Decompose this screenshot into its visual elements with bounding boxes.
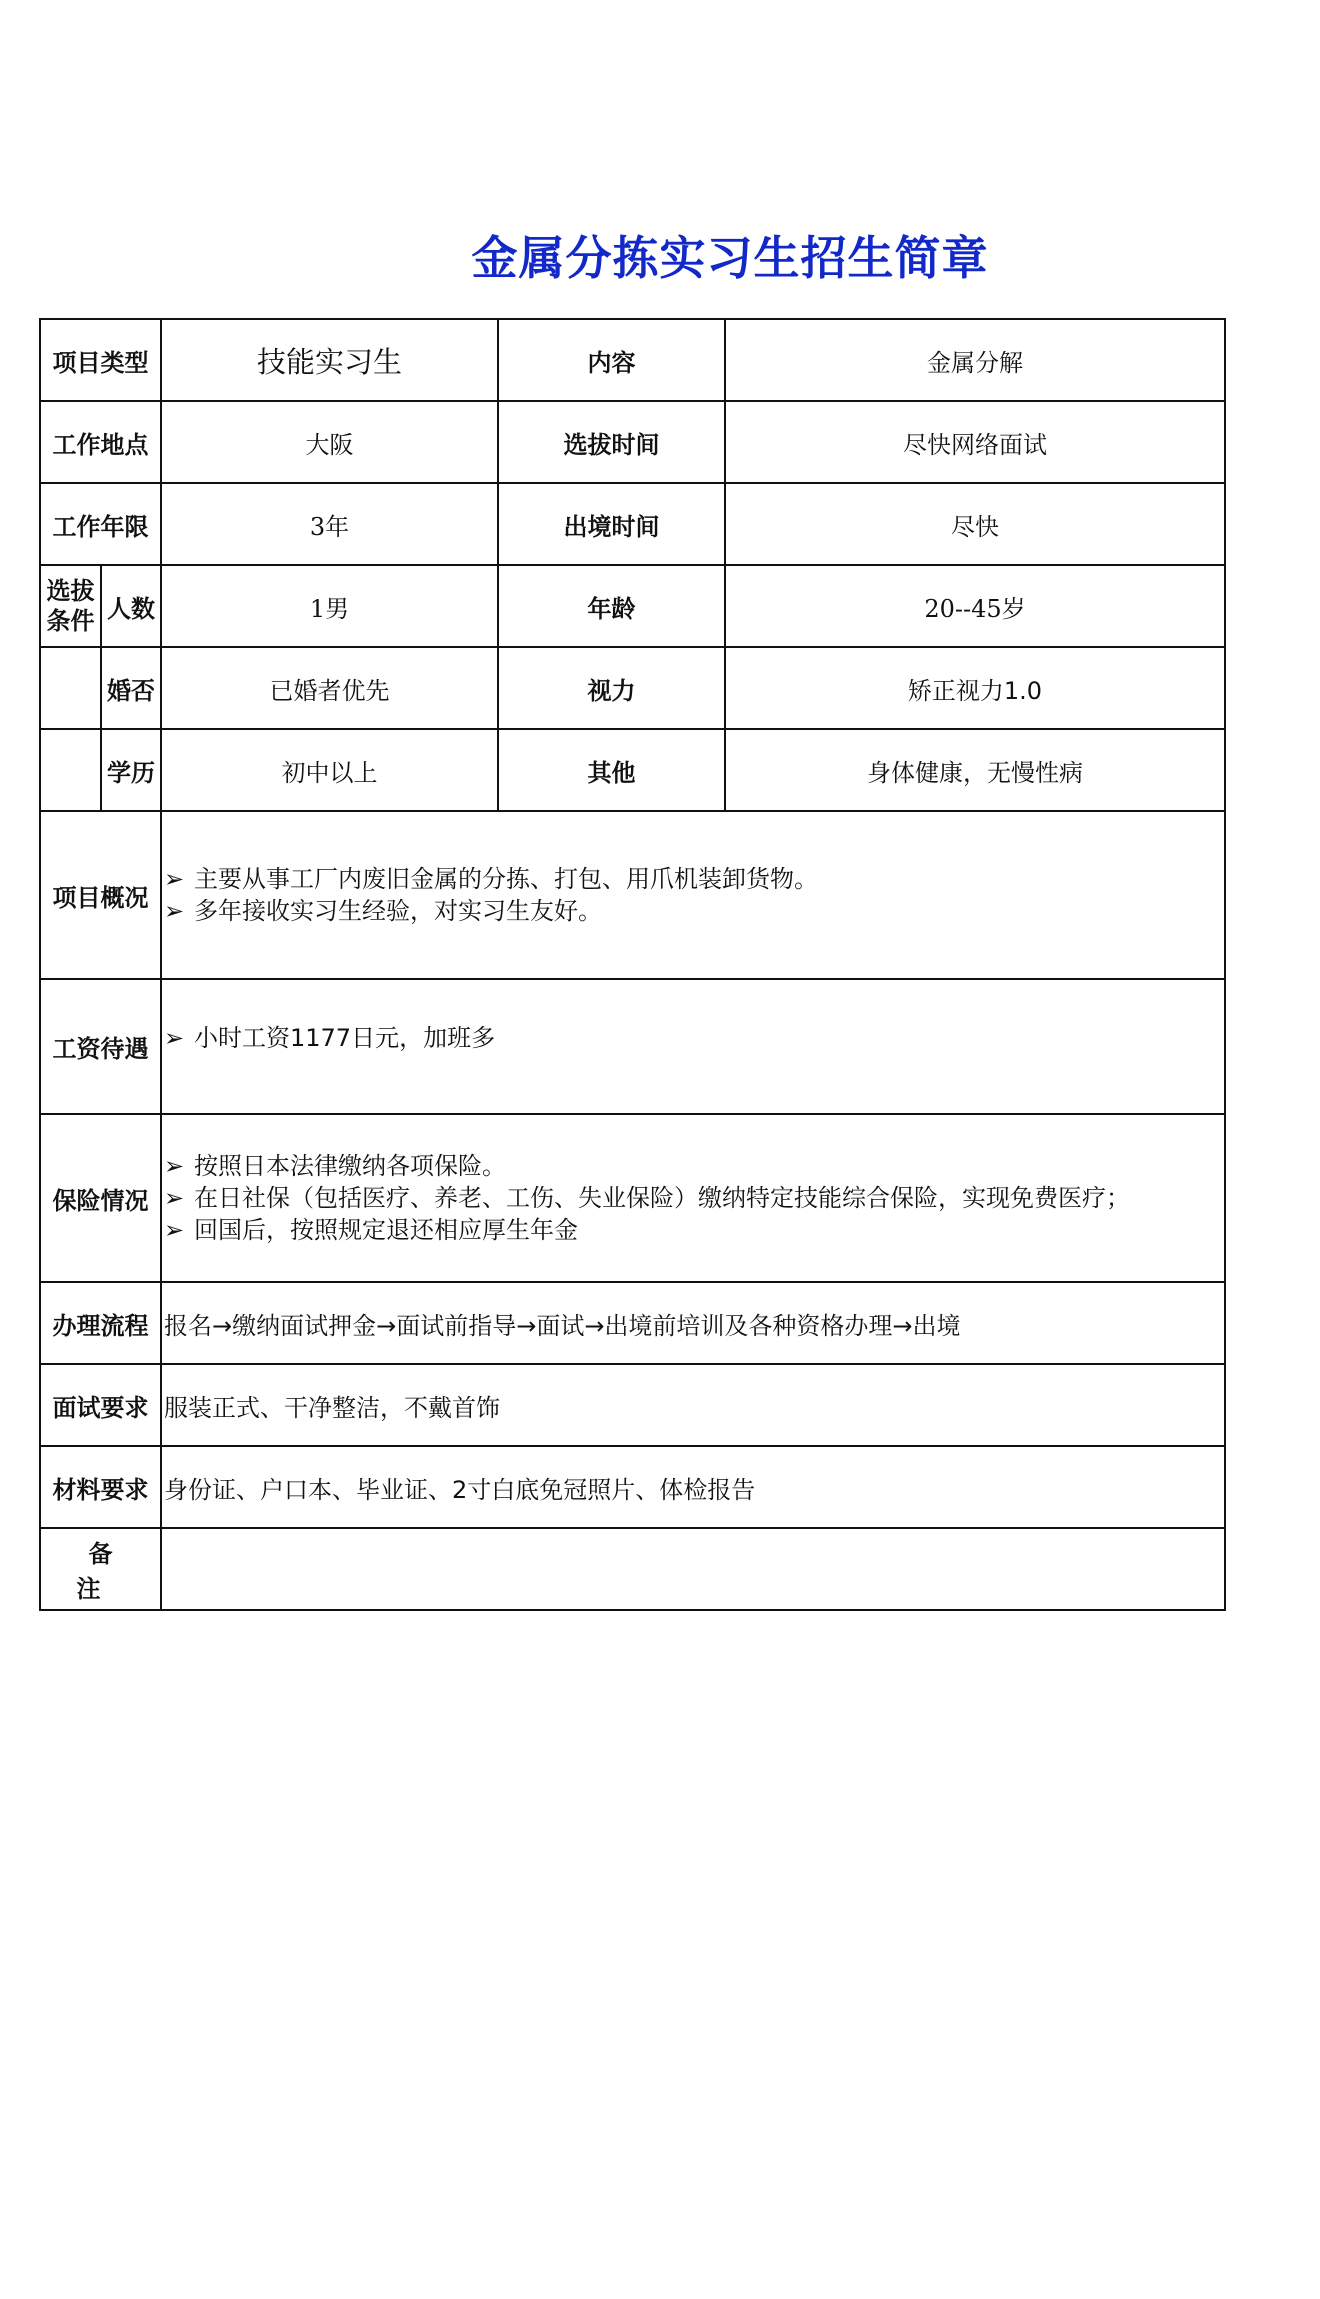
table-row [40, 729, 1225, 811]
value-remarks [161, 1528, 1225, 1610]
table-row [40, 811, 1225, 979]
label-other: 其他 [498, 729, 725, 811]
value-marital: 已婚者优先 [161, 647, 498, 729]
value-age: 20--45岁 [725, 565, 1225, 647]
label-interview-requirements: 面试要求 [40, 1364, 161, 1446]
label-remarks [40, 1528, 161, 1610]
value-interview-requirements: 服装正式、干净整洁，不戴首饰 [161, 1364, 1225, 1446]
list-item: ➢ 多年接收实习生经验，对实习生友好。 [164, 897, 602, 925]
table-row [40, 319, 1225, 401]
value-process: 报名→缴纳面试押金→面试前指导→面试→出境前培训及各种资格办理→出境 [161, 1282, 1225, 1364]
table-row [40, 1114, 1225, 1282]
table-row [40, 1446, 1225, 1528]
label-salary: 工资待遇 [40, 979, 161, 1114]
list-item: ➢ 在日社保（包括医疗、养老、工伤、失业保险）缴纳特定技能综合保险，实现免费医疗； [164, 1184, 1130, 1212]
value-project-type: 技能实习生 [161, 319, 498, 401]
value-headcount: 1男 [161, 565, 498, 647]
label-insurance: 保险情况 [40, 1114, 161, 1282]
label-overview: 项目概况 [40, 811, 161, 979]
label-remarks-text: 备注 [76, 1540, 137, 1603]
empty-cell [40, 729, 101, 811]
label-departure-time: 出境时间 [498, 483, 725, 565]
label-vision: 视力 [498, 647, 725, 729]
label-project-type: 项目类型 [40, 319, 161, 401]
table-row [40, 1364, 1225, 1446]
label-selection-conditions [40, 565, 101, 647]
table-row [40, 1528, 1225, 1610]
label-work-location: 工作地点 [40, 401, 161, 483]
list-item: ➢ 回国后，按照规定退还相应厚生年金 [164, 1216, 578, 1244]
value-materials-requirements: 身份证、户口本、毕业证、2寸白底免冠照片、体检报告 [161, 1446, 1225, 1528]
value-content: 金属分解 [725, 319, 1225, 401]
table-row [40, 647, 1225, 729]
label-age: 年龄 [498, 565, 725, 647]
label-marital: 婚否 [101, 647, 161, 729]
value-work-location: 大阪 [161, 401, 498, 483]
empty-cell [40, 647, 101, 729]
value-departure-time: 尽快 [725, 483, 1225, 565]
label-headcount: 人数 [101, 565, 161, 647]
list-item: ➢ 按照日本法律缴纳各项保险。 [164, 1152, 506, 1180]
bullet-arrow-icon: ➢ [164, 1152, 185, 1180]
list-item: ➢ 主要从事工厂内废旧金属的分拣、打包、用爪机装卸货物。 [164, 865, 818, 893]
salary-list [161, 979, 1225, 1114]
value-education: 初中以上 [161, 729, 498, 811]
list-item: ➢ 小时工资1177日元，加班多 [164, 1024, 496, 1052]
bullet-arrow-icon: ➢ [164, 1216, 185, 1244]
insurance-list [161, 1114, 1225, 1282]
bullet-arrow-icon: ➢ [164, 1024, 185, 1052]
table-row [40, 401, 1225, 483]
bullet-arrow-icon: ➢ [164, 1184, 185, 1212]
table-row [40, 979, 1225, 1114]
label-education: 学历 [101, 729, 161, 811]
label-process: 办理流程 [40, 1282, 161, 1364]
recruitment-table [39, 318, 1226, 1611]
value-selection-time: 尽快网络面试 [725, 401, 1225, 483]
bullet-arrow-icon: ➢ [164, 865, 185, 893]
value-work-years: 3年 [161, 483, 498, 565]
value-vision: 矫正视力1.0 [725, 647, 1225, 729]
label-selection-time: 选拔时间 [498, 401, 725, 483]
bullet-arrow-icon: ➢ [164, 897, 185, 925]
overview-list [161, 811, 1225, 979]
value-other: 身体健康，无慢性病 [725, 729, 1225, 811]
page-title: 金属分拣实习生招生简章 [471, 231, 989, 285]
table-row [40, 1282, 1225, 1364]
label-selection-conditions-text: 选拔条件 [46, 577, 95, 635]
label-work-years: 工作年限 [40, 483, 161, 565]
label-content: 内容 [498, 319, 725, 401]
label-materials-requirements: 材料要求 [40, 1446, 161, 1528]
table-row [40, 565, 1225, 647]
table-row [40, 483, 1225, 565]
